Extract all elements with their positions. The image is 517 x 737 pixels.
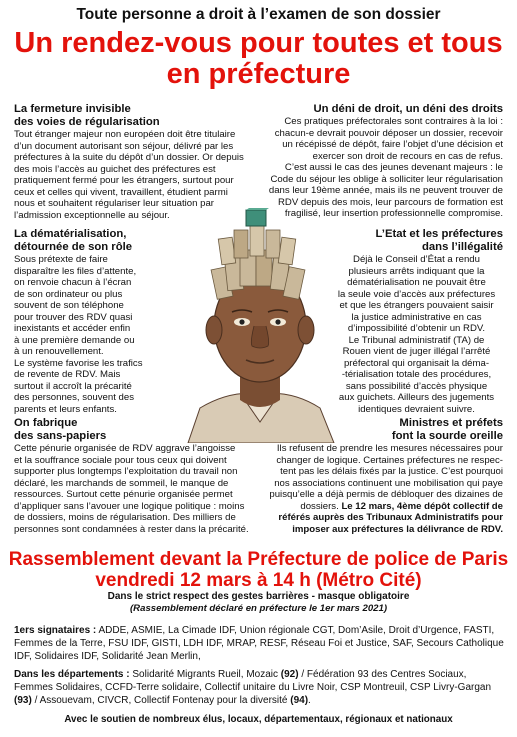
- body-line: C’est aussi le cas des jeunes devenant majeurs : le: [284, 162, 503, 173]
- body-line: pratiquement fermé pour les étrangers, surtout pour: [14, 175, 234, 186]
- body-line: on renvoie chacun à l’écran: [14, 277, 132, 288]
- section-ministres: [262, 417, 503, 535]
- body-line: et que les étrangers pouvaient saisir: [339, 300, 494, 311]
- body-line: d’un document autorisant son séjour, délivré par les: [14, 140, 234, 152]
- section-heading: détournée de son rôle: [14, 241, 133, 253]
- section-deni: [255, 103, 503, 220]
- section-body: [255, 116, 503, 220]
- body-line: dans leur 19ème année, mais ils ne peuvent trouver de: [268, 185, 503, 196]
- body-line: changer de logique. Certaines préfectures ne respec-: [276, 454, 503, 466]
- body-line: souvent de son téléphone: [14, 300, 124, 311]
- bold-text: Le 12 mars, 4ème dépôt collectif de: [341, 500, 503, 512]
- support-footer: Avec le soutien de nombreux élus, locaux, départementaux, régionaux et nationaux: [64, 714, 453, 725]
- body-line: inexistants et accéder enfin: [14, 323, 131, 334]
- section-heading: La fermeture invisible: [14, 103, 131, 115]
- body-line: dématérialisation ne pouvait être: [347, 277, 486, 288]
- body-line: Le Tribunal administratif (TA) de: [348, 334, 485, 346]
- rally-headline: [0, 549, 517, 591]
- body-line-bold: référés auprès des Tribunaux Administratifs pour: [278, 512, 503, 523]
- section-heading: On fabrique: [14, 417, 78, 429]
- department-code: (92): [280, 669, 299, 680]
- body-line: puisqu’elle a déjà permis de débloquer des dizaines de: [269, 489, 503, 500]
- body-line: déclaré, les marchands de sommeil, le manque de: [14, 477, 229, 489]
- body-line: [262, 501, 503, 513]
- body-line: RDV depuis des mois, leur parcours de formation est: [277, 196, 503, 208]
- body-line: Le système favorise les trafics: [14, 357, 143, 369]
- body-line: Cette pénurie organisée de RDV aggrave l’angoisse: [14, 443, 236, 454]
- rally-declaration: (Rassemblement déclaré en préfecture le 1er mars 2021): [129, 603, 388, 614]
- signatories: [14, 624, 504, 663]
- body-line: un récépissé de dépôt, faire l’objet d’une décision et: [282, 139, 503, 150]
- body-line-bold: imposer aux préfectures la délivrance de RDV.: [292, 523, 503, 535]
- body-line: tent pas les délais fixés par la justice. C’est pourquoi: [280, 466, 503, 477]
- body-line: ressources. Surtout cette pénurie organisée permet: [14, 489, 233, 500]
- section-heading: des voies de régularisation: [14, 116, 160, 128]
- section-heading: Un déni de droit, un déni des droits: [313, 103, 503, 115]
- body-line: des personnes, souvent des: [14, 392, 135, 403]
- body-line: d’impossibilité d’obtenir un RDV.: [347, 323, 486, 334]
- body-line: Rouen vient de juger illégal l’arrêté: [342, 346, 491, 357]
- body-line: Code du séjour les oblige à solliciter leur régularisation: [270, 173, 503, 185]
- section-body: [14, 443, 274, 535]
- departments: [14, 668, 504, 707]
- body-line: personnes sont condamnées à rester dans la précarité.: [14, 523, 249, 535]
- departments-text: Solidarité Migrants Rueil, Mozaic: [129, 669, 281, 680]
- body-line: et la souffrance sociale pour tous ceux qui doivent: [14, 454, 227, 466]
- body-line: exercer son droit de recours en cas de refus.: [312, 150, 503, 162]
- body-line: plusieurs arrêts indiquant que la: [348, 265, 485, 277]
- section-dematerialisation: [14, 228, 184, 415]
- body-line: préfectures à la suite du dépôt d’un dossier. Or depuis: [14, 152, 244, 163]
- body-line: fragilisé, leur insertion professionnelle compromise.: [284, 208, 503, 219]
- body-line: Tout étranger majeur non européen doit être titulaire: [14, 129, 236, 140]
- body-line: ceux et celles qui vivent, travaillent, étudient parmi: [14, 186, 228, 198]
- body-line: de revente de RDV. Mais: [14, 369, 121, 380]
- section-body: [330, 254, 503, 415]
- section-heading: Ministres et préfets: [399, 417, 503, 429]
- departments-text: / Fédération 93 des Centres Sociaux, Femmes Solidaires, CCFD-Terre solidaire, Collectif unitaire du Livre Noir, CSP Montreuil, CSP Livry-Gargan: [14, 669, 492, 693]
- body-line: à une première demande ou: [14, 334, 135, 346]
- section-fermeture: [14, 103, 264, 221]
- signatories-label: 1ers signataires :: [14, 625, 97, 636]
- body-line: l’admission exceptionnelle au séjour.: [14, 209, 170, 221]
- body-line: Sous prétexte de faire: [14, 254, 108, 265]
- rally-line-1: Rassemblement devant la Préfecture de police de Paris: [8, 549, 509, 570]
- body-line: Déjà le Conseil d’État a rendu: [353, 254, 480, 265]
- page-title: [0, 28, 517, 90]
- body-line: -térialisation totale des procédures,: [341, 369, 492, 380]
- departments-text: / Assouevam, CIVCR, Collectif Fontenay pour la diversité: [31, 695, 291, 706]
- body-line: nous et souhaitent régulariser leur situation par: [14, 198, 214, 209]
- body-line: disparaître les files d’attente,: [14, 265, 137, 277]
- section-body: [262, 443, 503, 535]
- body-text: dossiers.: [300, 500, 339, 512]
- section-heading: dans l’illégalité: [422, 241, 503, 253]
- body-line: la justice administrative en cas: [351, 311, 482, 323]
- body-line: Ils refusent de prendre les mesures nécessaires pour: [276, 443, 503, 454]
- body-line: aux guichets. Ailleurs des jugements: [338, 392, 495, 403]
- section-heading: L’Etat et les préfectures: [375, 228, 503, 240]
- body-line: de son ordinateur ou plus: [14, 288, 123, 300]
- section-heading: des sans-papiers: [14, 430, 107, 442]
- department-code: (94): [290, 695, 309, 706]
- body-line: nos associations continuent une mobilisation qui paye: [274, 477, 503, 489]
- department-code: (93): [14, 695, 32, 706]
- body-line: des mois l’accès au guichet des préfectures est: [14, 163, 216, 175]
- body-line: identiques devraient suivre.: [358, 403, 475, 415]
- body-line: la seule voie d’accès aux préfectures: [337, 288, 496, 300]
- section-illegalite: [330, 228, 503, 415]
- departments-label: Dans les départements :: [14, 669, 130, 680]
- section-heading: La dématérialisation,: [14, 228, 127, 240]
- body-line: supporter plus longtemps l’exploitation du travail non: [14, 466, 238, 477]
- section-body: [14, 254, 184, 415]
- body-line: chacun-e devrait pouvoir déposer un dossier, recevoir: [274, 127, 503, 139]
- body-line: de dossiers, moins de régularisation. Des milliers de: [14, 512, 236, 523]
- body-line: à un renouvellement.: [14, 346, 104, 357]
- rally-line-2: vendredi 12 mars à 14 h (Métro Cité): [95, 570, 422, 591]
- signatories-text: ADDE, ASMIE, La Cimade IDF, Union régionale CGT, Dom’Asile, Droit d’Urgence, FASTI, Femmes de la Terre, FSU IDF, GISTI, LDH IDF, MRAP, RESF, Réseau Foi et Justice, SAF, Secours Catholique IDF, Solidaires IDF, Solidarité Jean Merlin,: [14, 625, 504, 662]
- departments-text: .: [308, 695, 311, 706]
- rally-note: Dans le strict respect des gestes barrières - masque obligatoire: [107, 591, 410, 602]
- body-line: parents et leurs enfants.: [14, 403, 117, 415]
- body-line: surtout il accroît la précarité: [14, 380, 132, 392]
- section-sans-papiers: [14, 417, 274, 535]
- section-heading: font la sourde oreille: [391, 430, 503, 442]
- body-line: Ces pratiques préfectorales sont contraires à la loi :: [284, 116, 503, 127]
- body-line: d’appliquer sans l’avouer une logique politique : moins: [14, 500, 245, 512]
- body-line: sans possibilité d’accès physique: [345, 380, 488, 392]
- title-line-1: Un rendez-vous pour toutes et tous: [14, 27, 503, 59]
- top-line: Toute personne a droit à l’examen de son dossier: [76, 6, 441, 23]
- man-with-files-illustration: [170, 208, 350, 443]
- title-line-2: en préfecture: [166, 58, 351, 90]
- body-line: pour trouver des RDV quasi: [14, 311, 133, 323]
- body-line: préfectoral qui organisait la déma-: [343, 357, 490, 369]
